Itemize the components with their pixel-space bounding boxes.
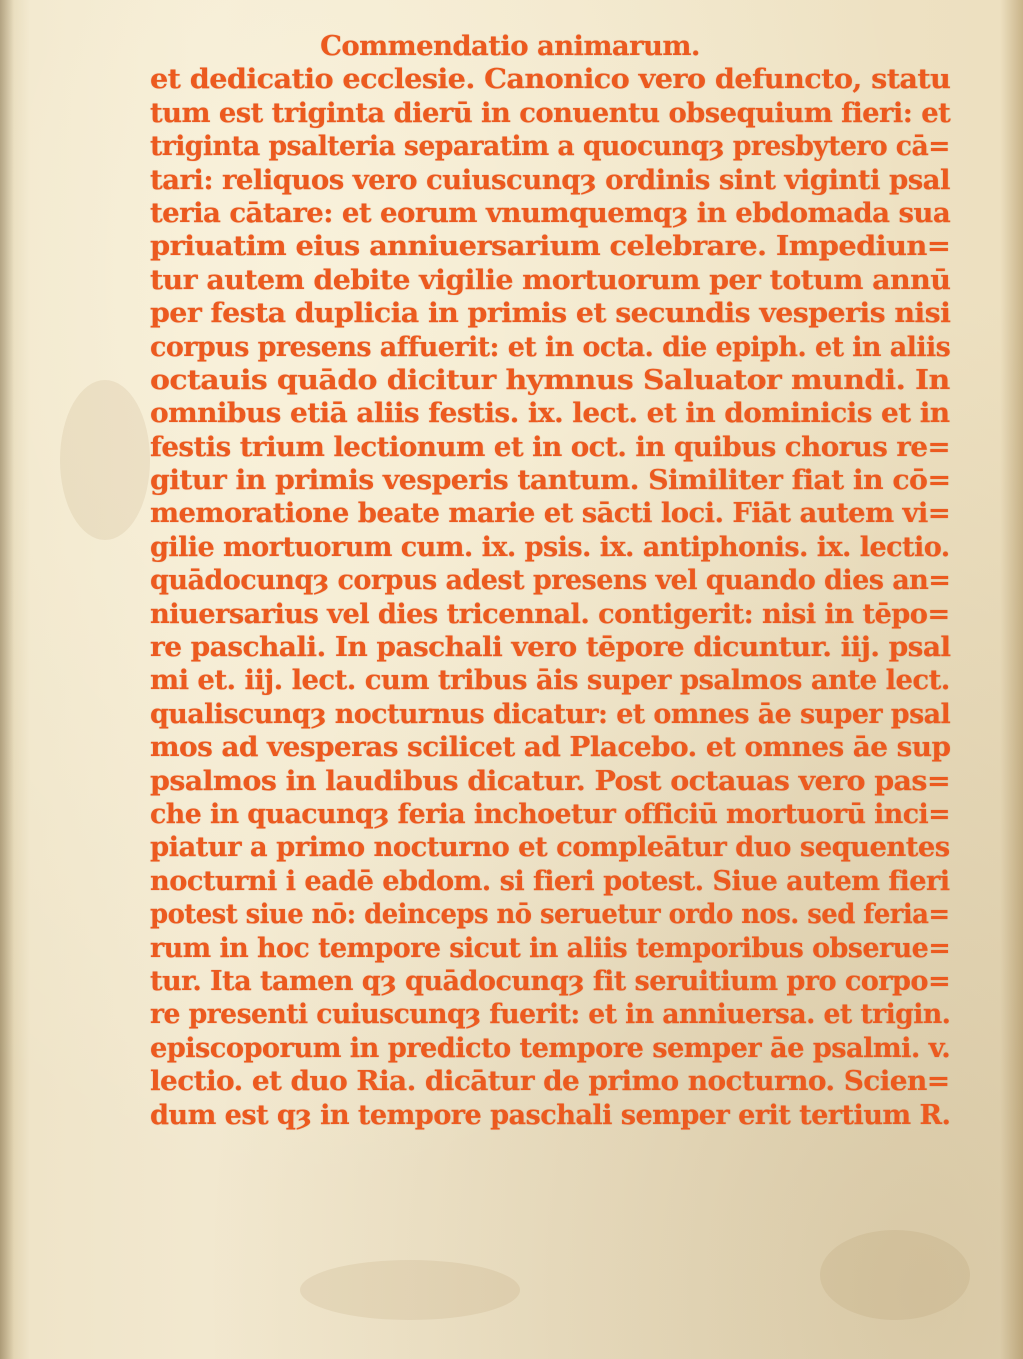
text-line: piatur a primo nocturno et compleātur duo sequentes (150, 831, 950, 864)
text-line: priuatim eius anniuersarium celebrare. Impediun= (150, 230, 951, 263)
text-line: potest siue nō: deinceps nō seruetur ordo nos. sed feria= (150, 898, 950, 931)
text-line: mi et. iij. lect. cum tribus āis super psalmos ante lect. (150, 664, 950, 697)
text-line: gilie mortuorum cum. ix. psis. ix. antiphonis. ix. lectio. (150, 530, 950, 563)
text-line: niuersarius vel dies tricennal. contigerit: nisi in tēpo= (150, 597, 950, 630)
running-title: Commendatio animarum. (320, 30, 700, 62)
text-line: quādocunqȝ corpus adest presens vel quando dies an= (150, 564, 951, 597)
text-line: tur autem debite vigilie mortuorum per totum annū (150, 263, 951, 296)
text-line: tum est triginta dierū in conuentu obsequium fieri: et (150, 96, 951, 129)
text-line: tari: reliquos vero cuiuscunqȝ ordinis sint viginti psal (150, 163, 950, 196)
text-line: qualiscunqȝ nocturnus dicatur: et omnes āe super psal (150, 697, 951, 730)
text-line: rum in hoc tempore sicut in aliis temporibus obserue= (150, 931, 951, 964)
text-line: nocturni i eadē ebdom. si fieri potest. Siue autem fieri (150, 864, 950, 897)
body-text (150, 63, 960, 1132)
text-line: lectio. et duo Ria. dicātur de primo nocturno. Scien= (150, 1065, 950, 1098)
text-line: re presenti cuiuscunqȝ fuerit: et in anniuersa. et trigin. (150, 998, 951, 1031)
text-line: triginta psalteria separatim a quocunqȝ presbytero cā= (150, 130, 950, 163)
text-line: per festa duplicia in primis et secundis vesperis nisi (150, 297, 951, 330)
text-line: tur. Ita tamen qȝ quādocunqȝ fit seruitium pro corpo= (150, 964, 951, 997)
text-block (150, 30, 960, 1132)
text-line: et dedicatio ecclesie. Canonico vero defuncto, statu (150, 63, 951, 96)
text-line: festis trium lectionum et in oct. in quibus chorus re= (150, 430, 951, 463)
gutter-shadow (0, 0, 14, 1359)
text-line: gitur in primis vesperis tantum. Similiter fiat in cō= (150, 464, 951, 497)
text-line: mos ad vesperas scilicet ad Placebo. et omnes āe sup (150, 731, 951, 764)
text-line: octauis quādo dicitur hymnus Saluator mundi. In (150, 363, 950, 396)
text-line: memoratione beate marie et sācti loci. Fiāt autem vi= (150, 497, 951, 530)
text-line: che in quacunqȝ feria inchoetur officiū mortuorū inci= (150, 797, 951, 830)
text-line: teria cātare: et eorum vnumquemqȝ in ebdomada sua (150, 196, 951, 229)
foxing-stain (300, 1260, 520, 1320)
text-line: psalmos in laudibus dicatur. Post octauas vero pas= (150, 764, 951, 797)
text-line: episcoporum in predicto tempore semper āe psalmi. v. (150, 1031, 951, 1064)
foxing-stain (60, 380, 150, 540)
text-line: re paschali. In paschali vero tēpore dicuntur. iij. psal (150, 631, 951, 664)
text-line: corpus presens affuerit: et in octa. die epiph. et in aliis (150, 330, 951, 363)
foxing-stain (820, 1230, 970, 1320)
text-line: omnibus etiā aliis festis. ix. lect. et in dominicis et in (150, 397, 950, 430)
text-line: dum est qȝ in tempore paschali semper erit tertium R. (150, 1098, 951, 1131)
